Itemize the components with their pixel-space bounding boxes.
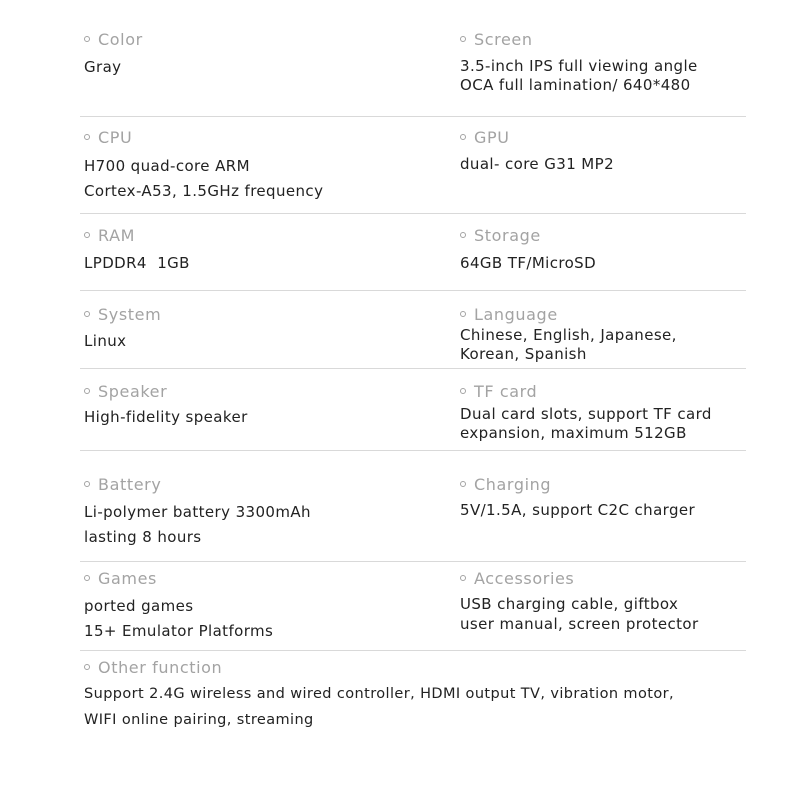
spec-value: 15+ Emulator Platforms <box>84 622 274 640</box>
spec-label: Speaker <box>98 382 168 401</box>
spec-value: H700 quad-core ARM <box>84 157 250 175</box>
spec-label: GPU <box>474 128 510 147</box>
spec-value: lasting 8 hours <box>84 528 202 546</box>
spec-value: WIFI online pairing, streaming <box>84 712 314 728</box>
bullet-icon <box>460 232 466 238</box>
bullet-icon <box>84 36 90 42</box>
spec-label: Color <box>98 30 143 49</box>
spec-label: Charging <box>474 475 552 494</box>
spec-label: Games <box>98 569 157 588</box>
divider <box>80 290 746 291</box>
bullet-icon <box>460 388 466 394</box>
spec-value: Support 2.4G wireless and wired controller, HDMI output TV, vibration motor, <box>84 686 674 702</box>
bullet-icon <box>460 36 466 42</box>
spec-value: OCA full lamination/ 640*480 <box>460 76 691 94</box>
bullet-icon <box>460 481 466 487</box>
bullet-icon <box>460 311 466 317</box>
bullet-icon <box>84 664 90 670</box>
bullet-icon <box>84 134 90 140</box>
spec-value: LPDDR4 1GB <box>84 254 190 272</box>
spec-value: Linux <box>84 332 127 350</box>
spec-value: High-fidelity speaker <box>84 408 248 426</box>
divider <box>80 450 746 451</box>
bullet-icon <box>84 311 90 317</box>
spec-label: Language <box>474 305 558 324</box>
divider <box>80 561 746 562</box>
spec-label: Storage <box>474 226 541 245</box>
divider <box>80 368 746 369</box>
bullet-icon <box>84 481 90 487</box>
spec-value: Gray <box>84 58 122 76</box>
divider <box>80 116 746 117</box>
bullet-icon <box>84 388 90 394</box>
spec-label: Other function <box>98 658 223 677</box>
spec-value: Korean, Spanish <box>460 345 587 363</box>
spec-value: Dual card slots, support TF card <box>460 405 712 423</box>
bullet-icon <box>460 134 466 140</box>
spec-label: RAM <box>98 226 136 245</box>
spec-label: System <box>98 305 162 324</box>
spec-value: 64GB TF/MicroSD <box>460 254 597 272</box>
divider <box>80 213 746 214</box>
spec-value: dual- core G31 MP2 <box>460 155 615 173</box>
bullet-icon <box>84 232 90 238</box>
spec-value: user manual, screen protector <box>460 615 699 633</box>
spec-value: 5V/1.5A, support C2C charger <box>460 501 696 519</box>
spec-value: USB charging cable, giftbox <box>460 595 679 613</box>
spec-label: Screen <box>474 30 533 49</box>
spec-value: Chinese, English, Japanese, <box>460 326 677 344</box>
bullet-icon <box>460 575 466 581</box>
spec-value: expansion, maximum 512GB <box>460 424 687 442</box>
spec-label: TF card <box>474 382 538 401</box>
spec-value: 3.5-inch IPS full viewing angle <box>460 57 698 75</box>
spec-label: Battery <box>98 475 162 494</box>
bullet-icon <box>84 575 90 581</box>
spec-label: Accessories <box>474 569 575 588</box>
spec-value: Cortex-A53, 1.5GHz frequency <box>84 182 324 200</box>
spec-value: ported games <box>84 597 194 615</box>
spec-value: Li-polymer battery 3300mAh <box>84 503 311 521</box>
spec-label: CPU <box>98 128 133 147</box>
divider <box>80 650 746 651</box>
